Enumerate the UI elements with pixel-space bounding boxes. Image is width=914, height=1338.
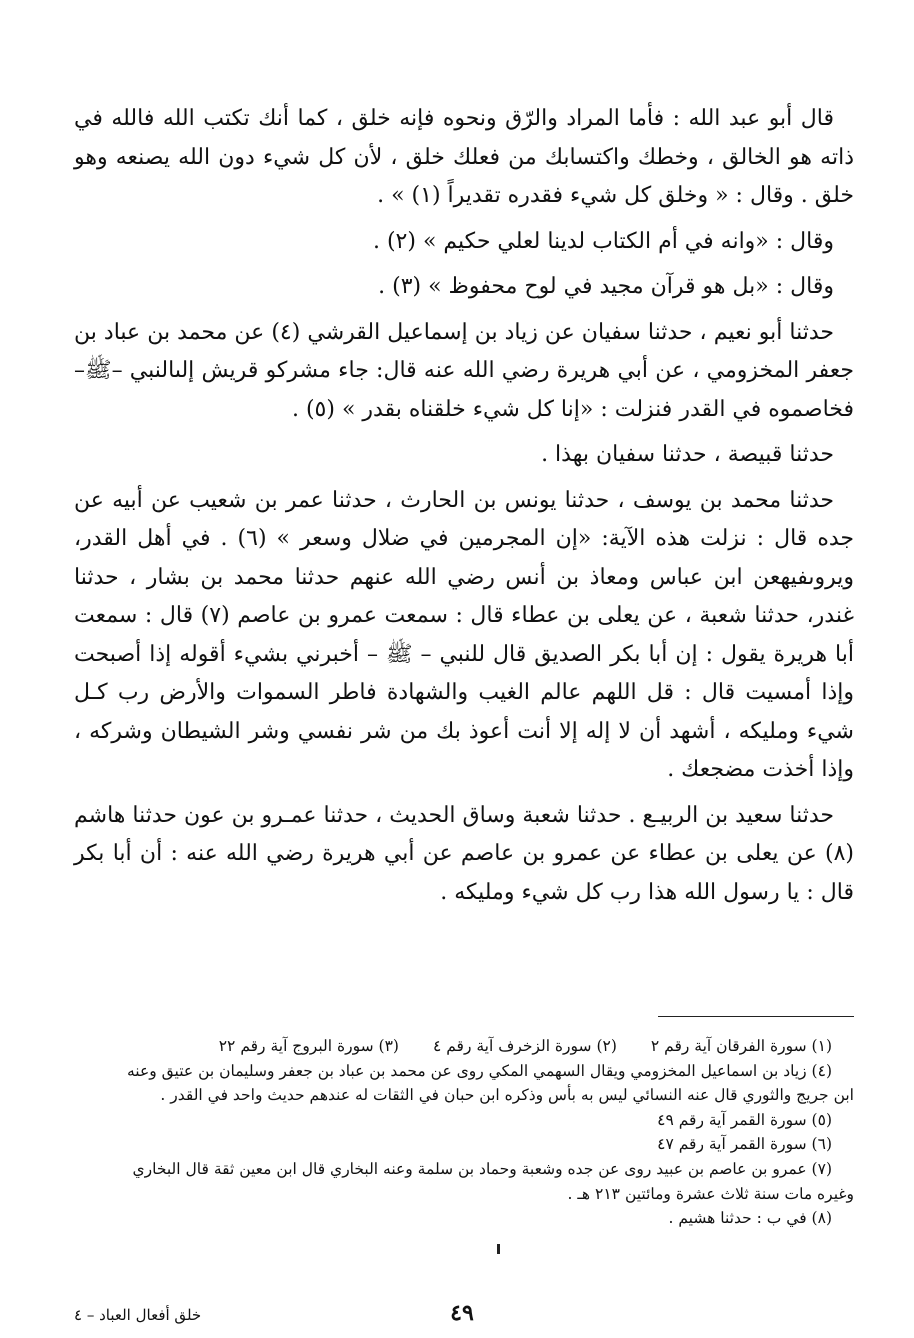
footnote-1: (١) سورة الفرقان آية رقم ٢ bbox=[650, 1037, 832, 1055]
paragraph: حدثنا قبيصة ، حدثنا سفيان بهذا . bbox=[541, 442, 834, 467]
paragraph: حدثنا أبو نعيم ، حدثنا سفيان عن زياد بن إسماعيل القرشي (٤) عن محمد بن عباد بن جعفر المخزومي ، عن أبي هريرة رضي الله عنه قال: جاء مشركو قريش إلىالنبي –ﷺ– فخاصموه في القدر فنزلت : «إنا كل شيء خلقناه بقدر » (٥) . bbox=[74, 319, 854, 422]
footnote-4-continued: ابن جريج والثوري قال عنه النسائي ليس به بأس وذكره ابن حبان في الثقات له عندهم حديث واحد في القدر . bbox=[160, 1086, 854, 1105]
footnote-3: (٣) سورة البروج آية رقم ٢٢ bbox=[218, 1037, 399, 1055]
paragraph: وقال : «بل هو قرآن مجيد في لوح محفوظ » (٣) . bbox=[378, 274, 834, 299]
paragraph: حدثنا سعيد بن الربيـع . حدثنا شعبة وساق الحديث ، حدثنا عمـرو بن عون حدثنا هاشم (٨) عن يعلى بن عطاء عن عمرو بن عاصم عن أبي هريرة رضي الله عنه : أن أبا بكر قال : يا رسول الله هذا رب كل شيء ومليكه . bbox=[74, 802, 854, 905]
paragraph: وقال : «وانه في أم الكتاب لدينا لعلي حكيم » (٢) . bbox=[372, 228, 834, 254]
paragraph: حدثنا محمد بن يوسف ، حدثنا يونس بن الحارث ، حدثنا عمر بن شعيب عن أبيه عن جده قال : نزلت هذه الآية: «إن المجرمين في ضلال وسعر » (٦) . في أهل القدر، ويروىفيهعن ابن عباس ومعاذ بن أنس رضي الله عنهم حدثنا محمد بن بشار ، حدثنا غندر، حدثنا شعبة ، عن يعلى بن عطاء قال : سمعت عمرو بن عاصم (٧) قال : سمعت أبا هريرة يقول : إن أبا بكر الصديق قال للنبي – ﷺ – أخبرني بشيء أقوله إذا أصبحت وإذا أمسيت قال : قل اللهم عالم الغيب والشهادة فاطر السموات والأرض رب كـل شيء ومليكه ، أشهد أن لا إله إلا أنت أعوذ بك من شر نفسي وشر الشيطان وشركه ، وإذا أخذت مضجعك . bbox=[74, 487, 855, 782]
footnote-divider bbox=[658, 1016, 854, 1017]
footnote-5: (٥) سورة القمر آية رقم ٤٩ bbox=[657, 1110, 832, 1129]
running-footer: خلق أفعال العباد – ٤ bbox=[74, 1306, 202, 1324]
footnote-6: (٦) سورة القمر آية رقم ٤٧ bbox=[657, 1135, 832, 1154]
print-mark bbox=[497, 1244, 500, 1254]
paragraph: قال أبو عبد الله : فأما المراد والرّق ونحوه فإنه خلق ، كما أنك تكتب الله فالله في ذاته هو الخالق ، وخطك واكتسابك من فعلك خلق ، لأن كل شيء دون الله يصنعه وهو خلق . وقال : « وخلق كل شيء فقدره تقديراً (١) » . bbox=[74, 106, 854, 208]
footnote-2: (٢) سورة الزخرف آية رقم ٤ bbox=[432, 1037, 617, 1055]
footnote-row bbox=[74, 1034, 854, 1059]
footnotes bbox=[74, 1034, 854, 1231]
footnote-4: (٤) زياد بن اسماعيل المخزومي ويقال السهمي المكي روى عن محمد بن عباد بن جعفر وسليمان بن عتيق وعنه bbox=[126, 1061, 832, 1080]
footnote-7: (٧) عمرو بن عاصم بن عبيد روى عن جده وشعبة وحماد بن سلمة وعنه البخاري قال ابن معين ثقة قال البخاري bbox=[132, 1159, 832, 1178]
main-text bbox=[74, 100, 854, 919]
footnote-8: (٨) في ب : حدثنا هشيم . bbox=[668, 1209, 832, 1228]
page-number: ٤٩ bbox=[450, 1300, 474, 1326]
footnote-7-continued: وغيره مات سنة ثلاث عشرة ومائتين ٢١٣ هـ . bbox=[567, 1184, 854, 1203]
